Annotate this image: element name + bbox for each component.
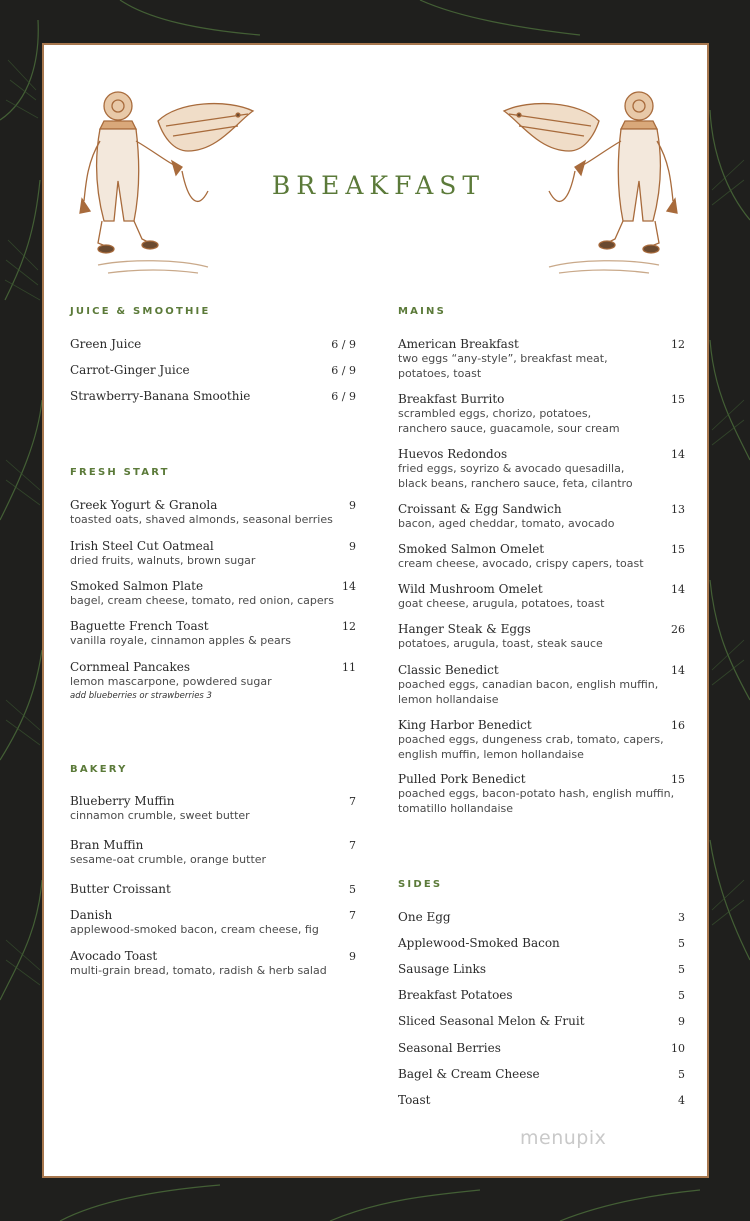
menu-item [398, 1014, 685, 1029]
item-name: King Harbor Benedict [398, 718, 532, 732]
item-price: 7 [349, 839, 356, 852]
item-name: Danish [70, 908, 113, 922]
item-description: tomatillo hollandaise [398, 801, 514, 815]
item-price: 9 [678, 1015, 685, 1028]
item-price: 7 [349, 909, 356, 922]
item-price: 6 / 9 [331, 364, 356, 377]
menu-item [70, 794, 356, 824]
item-price: 10 [671, 1042, 685, 1055]
item-name: Pulled Pork Benedict [398, 772, 526, 786]
item-name: Avocado Toast [70, 949, 158, 963]
item-description: bagel, cream cheese, tomato, red onion, capers [70, 594, 334, 607]
item-description: poached eggs, bacon-potato hash, english muffin, [398, 787, 675, 800]
section-title-bakery: BAKERY [70, 764, 128, 775]
section-title-mains: MAINS [398, 306, 446, 317]
item-description: poached eggs, dungeness crab, tomato, capers, [398, 733, 664, 746]
item-price: 9 [349, 950, 356, 963]
item-name: Wild Mushroom Omelet [398, 582, 543, 596]
menu-item [70, 619, 356, 649]
menu-item [70, 363, 356, 378]
item-name: Blueberry Muffin [70, 794, 175, 808]
menu-item [398, 1041, 685, 1056]
item-price: 5 [678, 1068, 685, 1081]
item-name: Strawberry-Banana Smoothie [70, 389, 251, 403]
menu-item [398, 502, 685, 532]
item-name: Hanger Steak & Eggs [398, 622, 531, 636]
menu-item [398, 1093, 685, 1108]
item-price: 15 [671, 543, 685, 556]
item-price: 9 [349, 499, 356, 512]
item-description: toasted oats, shaved almonds, seasonal berries [70, 513, 333, 526]
item-description: cream cheese, avocado, crispy capers, toast [398, 557, 644, 570]
item-description: sesame-oat crumble, orange butter [70, 853, 267, 866]
menupix-watermark: menupix [520, 1127, 607, 1149]
item-description: potatoes, toast [398, 366, 482, 380]
item-price: 12 [671, 338, 685, 351]
menu-item [398, 663, 685, 707]
item-description: cinnamon crumble, sweet butter [70, 809, 250, 822]
item-price: 6 / 9 [331, 338, 356, 351]
item-name: Huevos Redondos [398, 447, 508, 461]
menu-item [398, 542, 685, 572]
menu-item [398, 582, 685, 612]
item-price: 5 [678, 963, 685, 976]
menu-title: BREAKFAST [271, 171, 486, 200]
menu-item [398, 936, 685, 951]
menu-item [398, 392, 685, 436]
item-price: 15 [671, 393, 685, 406]
item-price: 12 [342, 620, 356, 633]
section-title-fresh-start: FRESH START [70, 467, 170, 478]
menu-item [70, 882, 356, 897]
item-name: Breakfast Potatoes [398, 988, 513, 1002]
item-name: Bagel & Cream Cheese [398, 1067, 540, 1081]
item-price: 7 [349, 795, 356, 808]
item-description: english muffin, lemon hollandaise [398, 747, 584, 761]
section-title-juice-smoothie: JUICE & SMOOTHIE [70, 306, 211, 317]
item-price: 4 [678, 1094, 685, 1107]
item-price: 11 [342, 661, 356, 674]
menu-item [70, 838, 356, 868]
item-description: lemon hollandaise [398, 692, 499, 706]
item-name: Toast [398, 1093, 431, 1107]
item-price: 16 [671, 719, 685, 732]
menu-item [70, 539, 356, 569]
item-name: American Breakfast [398, 337, 519, 351]
item-price: 14 [671, 448, 685, 461]
menu-item [70, 949, 356, 979]
item-price: 3 [678, 911, 685, 924]
item-name: Baguette French Toast [70, 619, 209, 633]
item-description: lemon mascarpone, powdered sugar [70, 675, 272, 688]
menu-card [42, 43, 709, 1178]
menu-item [398, 910, 685, 925]
item-description: ranchero sauce, guacamole, sour cream [398, 421, 620, 435]
item-name: Applewood-Smoked Bacon [398, 936, 560, 950]
item-price: 14 [342, 580, 356, 593]
item-price: 9 [349, 540, 356, 553]
menu-item [398, 622, 685, 652]
item-description: scrambled eggs, chorizo, potatoes, [398, 407, 592, 420]
item-description: potatoes, arugula, toast, steak sauce [398, 637, 603, 650]
menu-item [398, 988, 685, 1003]
item-description: bacon, aged cheddar, tomato, avocado [398, 517, 615, 530]
item-name: Smoked Salmon Omelet [398, 542, 545, 556]
section-title-sides: SIDES [398, 879, 443, 890]
item-name: Carrot-Ginger Juice [70, 363, 190, 377]
item-price: 5 [349, 883, 356, 896]
item-name: Greek Yogurt & Granola [70, 498, 218, 512]
menu-item [398, 718, 685, 762]
item-description: fried eggs, soyrizo & avocado quesadilla, [398, 462, 625, 475]
item-name: Bran Muffin [70, 838, 144, 852]
item-name: Breakfast Burrito [398, 392, 505, 406]
item-name: Croissant & Egg Sandwich [398, 502, 562, 516]
item-name: Irish Steel Cut Oatmeal [70, 539, 214, 553]
item-description: goat cheese, arugula, potatoes, toast [398, 597, 605, 610]
item-price: 13 [671, 503, 685, 516]
item-price: 6 / 9 [331, 390, 356, 403]
item-name: Green Juice [70, 337, 142, 351]
menu-item [70, 389, 356, 404]
menu-item [70, 579, 356, 609]
item-description: applewood-smoked bacon, cream cheese, fig [70, 923, 319, 936]
item-name: Classic Benedict [398, 663, 499, 677]
item-add-on-note: add blueberries or strawberries 3 [70, 690, 212, 701]
item-name: Butter Croissant [70, 882, 171, 896]
menu-item [398, 337, 685, 381]
item-price: 26 [671, 623, 685, 636]
item-name: Sausage Links [398, 962, 486, 976]
menu-item [398, 962, 685, 977]
menu-item [70, 498, 356, 528]
item-price: 14 [671, 664, 685, 677]
item-name: One Egg [398, 910, 451, 924]
item-description: multi-grain bread, tomato, radish & herb salad [70, 964, 327, 977]
item-name: Cornmeal Pancakes [70, 660, 190, 674]
item-price: 15 [671, 773, 685, 786]
menu-item [398, 447, 685, 491]
item-description: black beans, ranchero sauce, feta, cilantro [398, 476, 633, 490]
item-price: 14 [671, 583, 685, 596]
item-description: poached eggs, canadian bacon, english muffin, [398, 678, 659, 691]
item-description: dried fruits, walnuts, brown sugar [70, 554, 256, 567]
item-name: Seasonal Berries [398, 1041, 501, 1055]
item-name: Sliced Seasonal Melon & Fruit [398, 1014, 585, 1028]
item-description: vanilla royale, cinnamon apples & pears [70, 634, 291, 647]
menu-item [70, 908, 356, 938]
item-name: Smoked Salmon Plate [70, 579, 204, 593]
item-price: 5 [678, 937, 685, 950]
menu-item [70, 660, 356, 702]
menu-item [70, 337, 356, 352]
item-description: two eggs “any-style”, breakfast meat, [398, 352, 608, 365]
item-price: 5 [678, 989, 685, 1002]
menu-item [398, 1067, 685, 1082]
menu-item [398, 772, 685, 816]
